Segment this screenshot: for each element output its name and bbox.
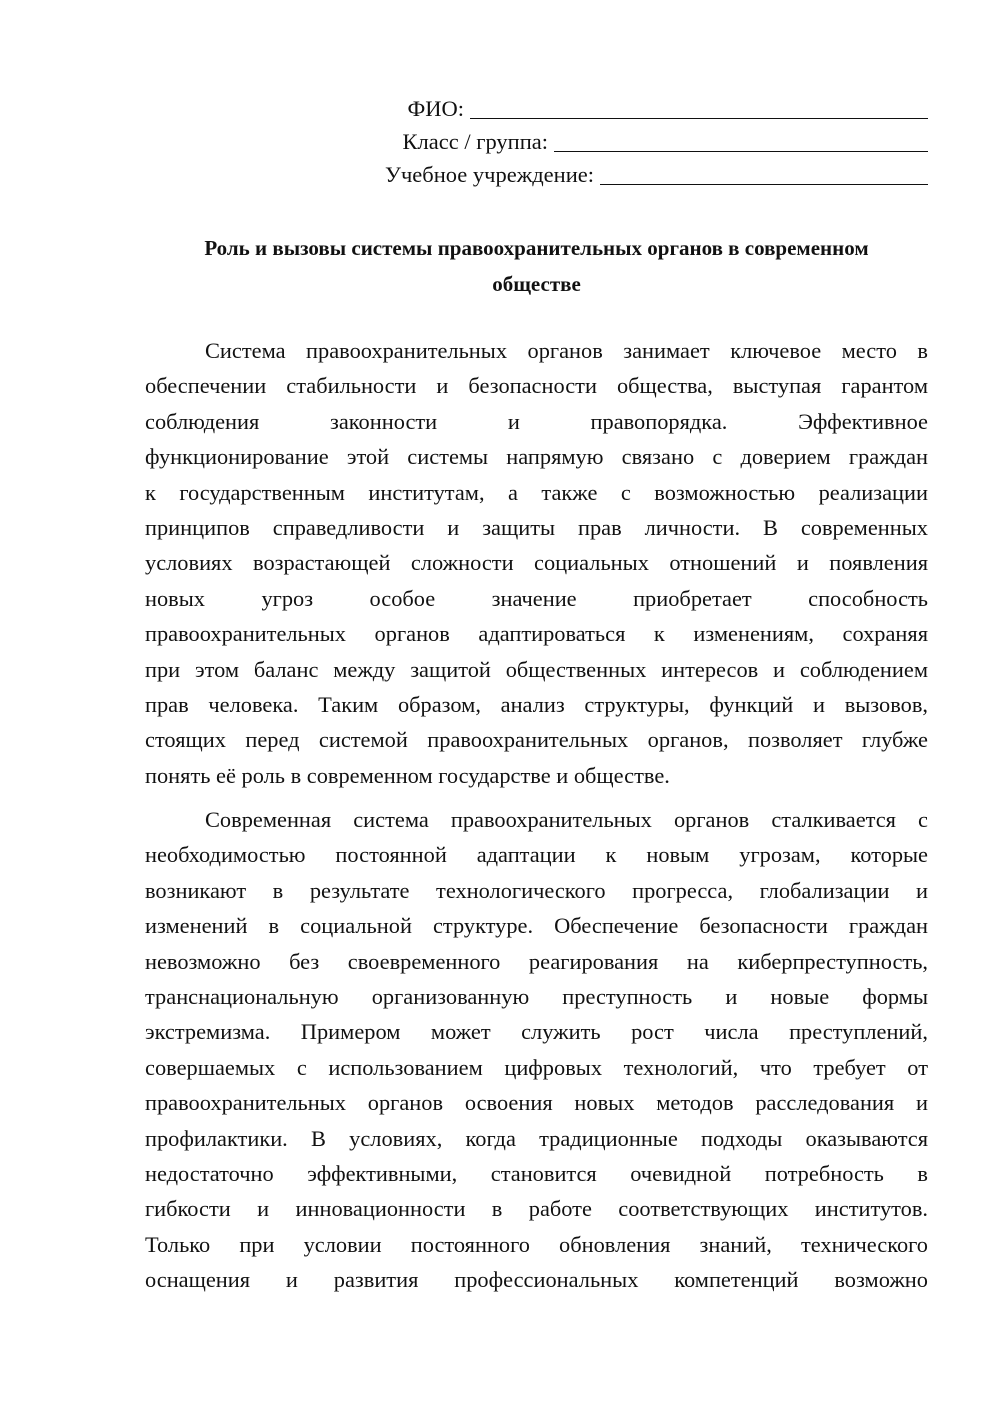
paragraph-line: совершаемых с использованием цифровых технологий, что требует от <box>145 1054 928 1080</box>
paragraph-line: невозможно без своевременного реагирования на киберпреступность, <box>145 948 928 974</box>
title-line-2: обществе <box>492 272 581 296</box>
paragraph-line: понять её роль в современном государстве и обществе. <box>145 762 670 788</box>
paragraph-line: профилактики. В условиях, когда традиционные подходы оказываются <box>145 1125 928 1151</box>
paragraph-line: новых угроз особое значение приобретает способность <box>145 585 928 611</box>
paragraph-line: недостаточно эффективными, становится очевидной потребность в <box>145 1160 928 1186</box>
paragraph-line: прав человека. Таким образом, анализ структуры, функций и вызовов, <box>145 691 928 717</box>
paragraph-line: Современная система правоохранительных органов сталкивается с <box>205 807 928 833</box>
paragraph-line: изменений в социальной структуре. Обеспечение безопасности граждан <box>145 913 928 939</box>
paragraph-line: соблюдения законности и правопорядка. Эффективное <box>145 408 928 434</box>
document-title <box>145 230 928 302</box>
class-row <box>328 125 928 158</box>
fio-label: ФИО: <box>407 96 464 121</box>
paragraph-line: Только при условии постоянного обновления знаний, технического <box>145 1231 928 1257</box>
paragraph-line: экстремизма. Примером может служить рост числа преступлений, <box>145 1019 928 1045</box>
paragraph-line: условиях возрастающей сложности социальных отношений и появления <box>145 550 928 576</box>
class-blank-line <box>554 127 928 152</box>
paragraph <box>145 333 928 793</box>
paragraph-line: принципов справедливости и защиты прав личности. В современных <box>145 514 928 540</box>
document-body <box>145 333 928 1307</box>
paragraph-line: возникают в результате технологического прогресса, глобализации и <box>145 877 928 903</box>
paragraph-line: гибкости и инновационности в работе соответствующих институтов. <box>145 1196 928 1222</box>
paragraph-line: правоохранительных органов освоения новых методов расследования и <box>145 1090 928 1116</box>
paragraph-line: обеспечении стабильности и безопасности общества, выступая гарантом <box>145 373 928 399</box>
paragraph-line: Система правоохранительных органов занимает ключевое место в <box>205 338 928 363</box>
institution-row <box>328 158 928 191</box>
paragraph-line: оснащения и развития профессиональных компетенций возможно <box>145 1267 928 1293</box>
paragraph <box>145 802 928 1297</box>
class-label: Класс / группа: <box>402 129 548 154</box>
paragraph-line: функционирование этой системы напрямую связано с доверием граждан <box>145 444 928 470</box>
paragraph-line: при этом баланс между защитой общественных интересов и соблюдением <box>145 656 928 682</box>
paragraph-line: необходимостью постоянной адаптации к новым угрозам, которые <box>145 842 928 868</box>
title-line-1: Роль и вызовы системы правоохранительных органов в современном <box>204 236 869 260</box>
paragraph-line: правоохранительных органов адаптироваться к изменениям, сохраняя <box>145 621 928 647</box>
paragraph-line: транснациональную организованную преступность и новые формы <box>145 984 928 1010</box>
student-info-block <box>328 92 928 191</box>
fio-blank-line <box>470 94 928 119</box>
paragraph-line: к государственным институтам, а также с возможностью реализации <box>145 479 928 505</box>
fio-row <box>328 92 928 125</box>
institution-blank-line <box>600 160 928 185</box>
paragraph-line: стоящих перед системой правоохранительных органов, позволяет глубже <box>145 727 928 753</box>
institution-label: Учебное учреждение: <box>385 162 594 187</box>
